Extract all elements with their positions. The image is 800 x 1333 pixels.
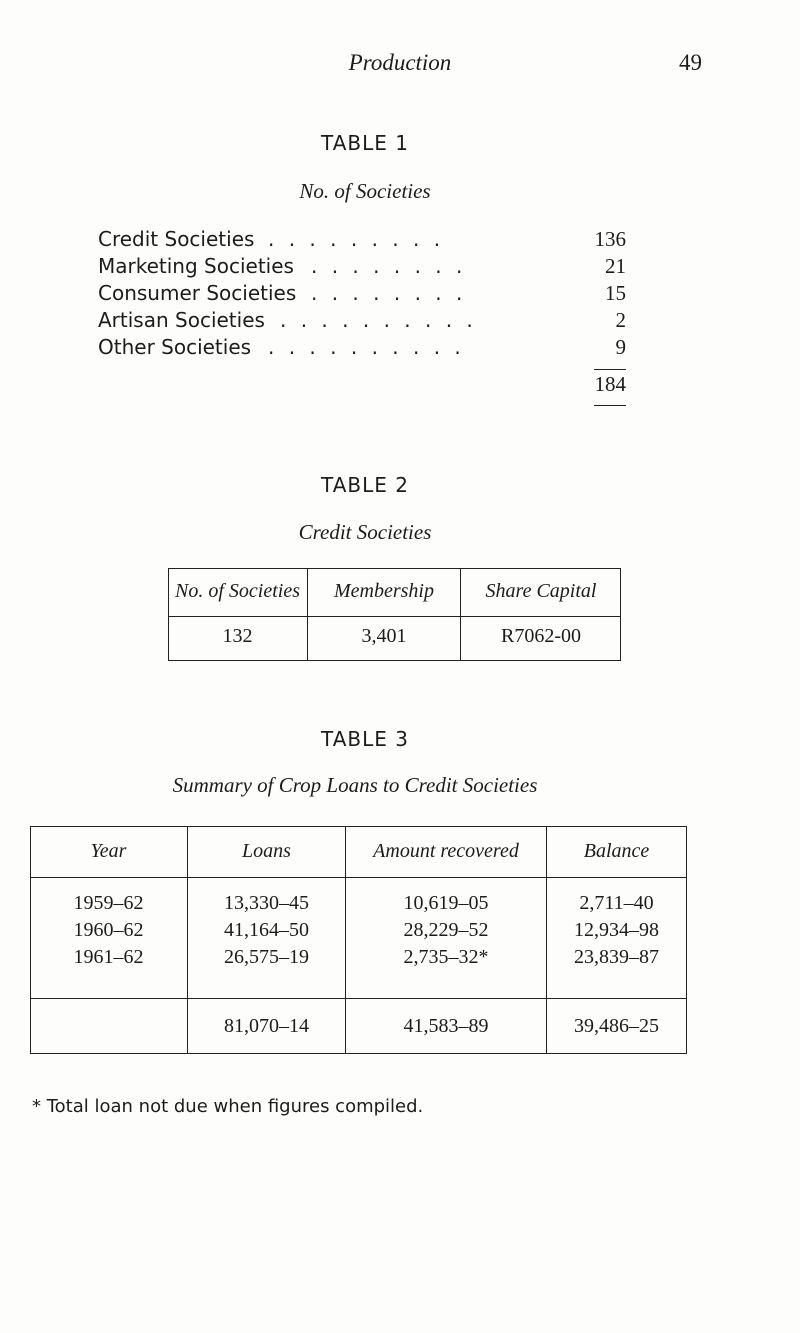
table3-top-rule — [30, 826, 687, 827]
table3-total-loans: 81,070–14 — [224, 1015, 309, 1037]
table1-total-rule — [594, 405, 626, 406]
table3-cell-loans: 41,164–50 — [224, 919, 309, 941]
table3-cell-recovered: 2,735–32* — [403, 946, 489, 968]
table3-header-rule — [30, 877, 687, 878]
table1-row-label: Credit Societies — [98, 227, 255, 251]
table1-row — [98, 308, 630, 334]
table1-row-value: 2 — [615, 308, 626, 332]
table1-title: TABLE 1 — [321, 131, 409, 155]
table1-total: 184 — [594, 372, 626, 396]
table1-row-leader: . . . . . . . . . . — [268, 335, 465, 359]
table2-cell-societies: 132 — [222, 625, 253, 647]
table2 — [168, 568, 621, 661]
table3-footnote: * Total loan not due when figures compiled. — [32, 1096, 424, 1117]
table2-header-share-capital: Share Capital — [485, 580, 597, 602]
table3-right-border — [686, 826, 687, 1054]
table1-row — [98, 335, 630, 361]
table1-row-label: Artisan Societies — [98, 308, 265, 332]
table1-row-value: 21 — [605, 254, 626, 278]
table2-cell-membership: 3,401 — [361, 625, 407, 647]
table3-total-rule — [30, 998, 687, 999]
table2-top-rule — [168, 568, 621, 569]
running-header-title: Production — [348, 50, 452, 75]
table2-subtitle: Credit Societies — [298, 520, 432, 544]
table1-row-value: 9 — [615, 335, 626, 359]
table3-cell-loans: 13,330–45 — [224, 892, 309, 914]
table2-bottom-rule — [168, 660, 621, 661]
table1-row — [98, 227, 630, 253]
table3-header-loans: Loans — [242, 840, 291, 862]
table3-cell-balance: 23,839–87 — [574, 946, 659, 968]
table1-row-value: 136 — [594, 227, 626, 251]
table3-cell-year: 1959–62 — [73, 892, 144, 914]
table1-sum-rule — [594, 369, 626, 370]
table3-total-balance: 39,486–25 — [574, 1015, 659, 1037]
table1-row — [98, 254, 630, 280]
table1-row-label: Consumer Societies — [98, 281, 297, 305]
table3-cell-balance: 2,711–40 — [579, 892, 654, 914]
table3-bottom-rule — [30, 1053, 687, 1054]
table1-row-leader: . . . . . . . . — [311, 254, 467, 278]
table3-header-year: Year — [90, 840, 127, 862]
table3-subtitle: Summary of Crop Loans to Credit Societies — [172, 773, 538, 797]
table2-header-membership: Membership — [334, 580, 434, 602]
table3-header-balance: Balance — [583, 840, 650, 862]
table2-cell-share-capital: R7062-00 — [501, 625, 581, 647]
table3 — [30, 826, 687, 1117]
table3-cell-year: 1961–62 — [73, 946, 144, 968]
table3-cell-recovered: 10,619–05 — [403, 892, 489, 914]
page-number: 49 — [679, 50, 702, 75]
table1-row-value: 15 — [605, 281, 626, 305]
table2-header-societies: No. of Societies — [175, 580, 300, 602]
table2-title: TABLE 2 — [321, 473, 409, 497]
table3-cell-loans: 26,575–19 — [224, 946, 309, 968]
table1-row-leader: . . . . . . . . . — [268, 227, 445, 251]
table1-row-leader: . . . . . . . . — [311, 281, 467, 305]
table1-row-leader: . . . . . . . . . . — [280, 308, 477, 332]
table1-row — [98, 281, 630, 307]
table1-subtitle: No. of Societies — [299, 179, 431, 203]
table3-cell-recovered: 28,229–52 — [403, 919, 489, 941]
table3-total-recovered: 41,583–89 — [403, 1015, 489, 1037]
table3-title: TABLE 3 — [321, 727, 409, 751]
table3-cell-balance: 12,934–98 — [574, 919, 659, 941]
table2-header-rule — [168, 616, 621, 617]
table3-header-amount-recovered: Amount recovered — [373, 840, 519, 862]
table1-row-label: Marketing Societies — [98, 254, 294, 278]
table3-cell-year: 1960–62 — [73, 919, 144, 941]
table1-row-label: Other Societies — [98, 335, 252, 359]
